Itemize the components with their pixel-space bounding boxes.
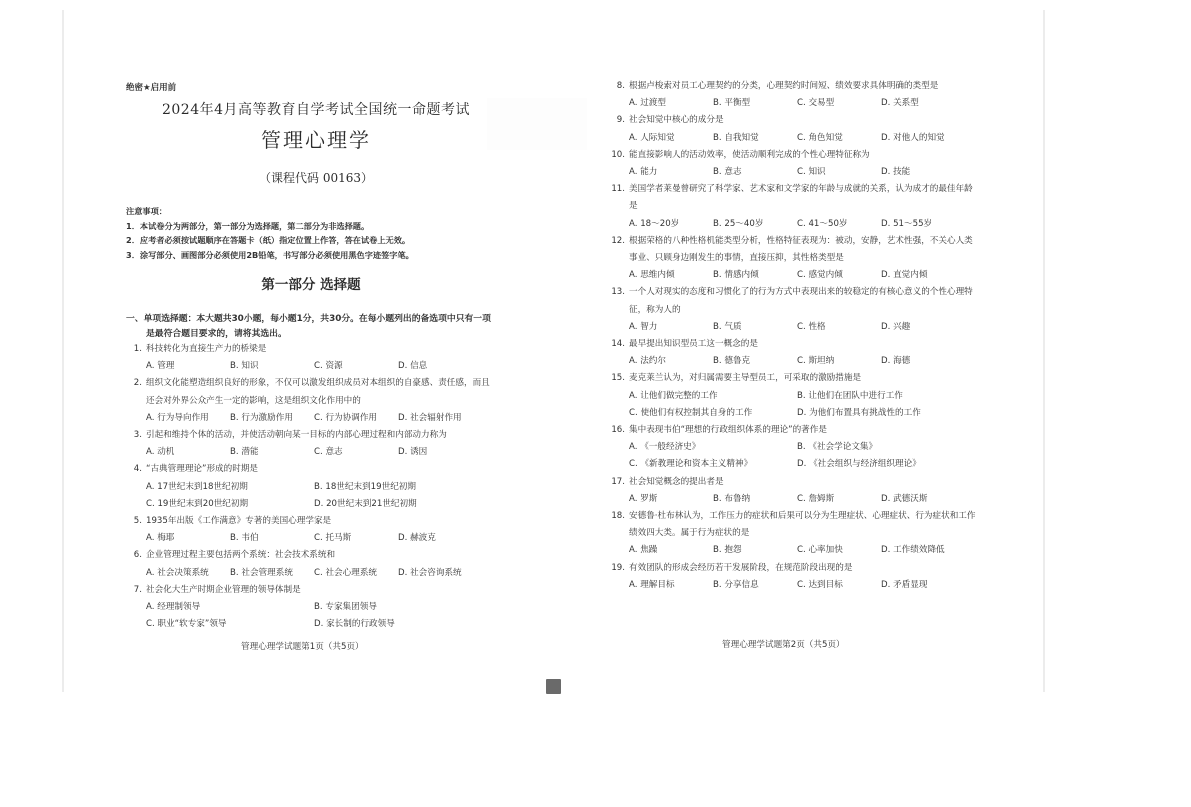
question-5	[126, 513, 496, 547]
option: C. 角色知觉	[797, 132, 843, 143]
question-number: 19.	[611, 562, 625, 573]
option: C. 资源	[314, 361, 343, 372]
question-text: 社会化大生产时期企业管理的领导体制是	[146, 584, 301, 595]
option: D. 诱因	[398, 447, 428, 458]
option: C. 斯坦纳	[797, 356, 835, 367]
question-text: 社会知觉概念的提出者是	[629, 476, 724, 487]
question-number: 3.	[133, 430, 142, 441]
option: A. 思维内倾	[629, 270, 675, 281]
notes-section	[126, 204, 496, 262]
option: D. 51～55岁	[881, 218, 933, 229]
question-text: 最早提出知识型员工这一概念的是	[629, 339, 758, 350]
question-list-page-1	[126, 312, 496, 633]
question-number: 12.	[611, 235, 625, 246]
course-code: （课程代码 00163）	[259, 171, 373, 185]
question-2	[126, 375, 496, 427]
option: D. 直觉内倾	[881, 270, 928, 281]
question-8	[609, 78, 979, 112]
option: B. 《社会学论文集》	[797, 442, 878, 453]
question-11	[609, 181, 979, 233]
question-text: 组织文化能塑造组织良好的形象，不仅可以激发组织成员对本组织的自豪感、责任感，而且还会对外界公众产生一定的影响，这是组织文化作用中的	[146, 378, 490, 406]
question-number: 14.	[611, 339, 625, 350]
option: C. 交易型	[797, 98, 835, 109]
option: D. 家长制的行政领导	[314, 619, 395, 630]
question-number: 8.	[616, 81, 625, 91]
option: B. 平衡型	[713, 98, 751, 109]
question-number: 10.	[611, 149, 625, 160]
question-text: 集中表现韦伯“理想的行政组织体系的理论”的著作是	[629, 425, 827, 436]
option: C. 知识	[797, 167, 826, 178]
question-17	[609, 474, 979, 508]
option: C. 社会心理系统	[314, 567, 378, 578]
option: B. 意志	[713, 167, 742, 178]
scan-smudge	[487, 98, 587, 150]
question-7	[126, 582, 496, 634]
option: C. 行为协调作用	[314, 412, 378, 423]
question-text: 能直接影响人的活动效率，使活动顺利完成的个性心理特征称为	[629, 149, 870, 160]
question-18	[609, 508, 979, 560]
question-10	[609, 147, 979, 181]
option: D. 为他们布置具有挑战性的工作	[797, 407, 921, 418]
option: A. 焦躁	[629, 545, 658, 556]
question-number: 1.	[133, 344, 142, 354]
question-9	[609, 112, 979, 146]
question-number: 18.	[611, 511, 625, 522]
question-3	[126, 427, 496, 461]
option: B. 18世纪末到19世纪初期	[314, 481, 416, 492]
option: D. 矛盾显现	[881, 579, 928, 590]
notes-title: 注意事项：	[126, 206, 167, 216]
option: A. 社会决策系统	[146, 567, 209, 578]
subject-title: 管理心理学	[261, 128, 371, 152]
option: D. 社会辐射作用	[398, 412, 462, 423]
option: B. 分享信息	[713, 579, 759, 590]
option: D. 技能	[881, 167, 911, 178]
question-15	[609, 370, 979, 422]
option: A. 智力	[629, 321, 658, 332]
page-1-footer: 管理心理学试题第1页（共5页）	[241, 642, 364, 652]
question-text: 企业管理过程主要包括两个系统：社会技术系统和	[146, 550, 336, 561]
question-text: 根据卢梭索对员工心理契约的分类，心理契约时间短、绩效要求具体明确的类型是	[629, 81, 939, 91]
question-text: 科技转化为直接生产力的桥梁是	[146, 344, 267, 354]
option: B. 潜能	[230, 447, 259, 458]
question-number: 17.	[611, 476, 625, 487]
option: B. 专家集团领导	[314, 602, 377, 613]
option: D. 海德	[881, 356, 911, 367]
option: B. 情感内倾	[713, 270, 759, 281]
question-13	[609, 284, 979, 336]
question-number: 2.	[133, 378, 142, 389]
option: C. 41～50岁	[797, 218, 848, 229]
question-16	[609, 422, 979, 474]
option: A. 罗斯	[629, 493, 658, 504]
question-text: 一个人对现实的态度和习惯化了的行为方式中表现出来的较稳定的有核心意义的个性心理特征，称为人的	[629, 287, 973, 315]
note-item: 1．本试卷分为两部分，第一部分为选择题，第二部分为非选择题。	[126, 220, 370, 231]
option: A. 行为导向作用	[146, 412, 209, 423]
option: A. 经理制领导	[146, 602, 201, 613]
question-text: “古典管理理论”形成的时期是	[146, 464, 259, 475]
question-number: 9.	[616, 115, 625, 126]
option: A. 17世纪末到18世纪初期	[146, 481, 248, 492]
option: A. 法约尔	[629, 356, 666, 367]
option: D. 工作绩效降低	[881, 545, 945, 556]
option: B. 气质	[713, 321, 742, 332]
part-title: 第一部分 选择题	[261, 277, 361, 293]
question-text: 1935年出版《工作满意》专著的美国心理学家是	[146, 516, 332, 527]
question-12	[609, 233, 979, 285]
page-2-footer: 管理心理学试题第2页（共5页）	[722, 640, 845, 650]
option: A. 过渡型	[629, 98, 666, 109]
option: B. 抱怨	[713, 545, 742, 556]
option: D. 对他人的知觉	[881, 132, 945, 143]
question-number: 5.	[133, 516, 142, 527]
option: C. 19世纪末到20世纪初期	[146, 498, 249, 509]
question-text: 有效团队的形成会经历若干发展阶段，在规范阶段出现的是	[629, 562, 853, 573]
option: C. 达到目标	[797, 579, 843, 590]
question-14	[609, 336, 979, 370]
option: D. 赫波克	[398, 533, 436, 544]
option: B. 让他们在团队中进行工作	[797, 390, 903, 401]
option: D. 武德沃斯	[881, 493, 928, 504]
question-4	[126, 461, 496, 513]
option: D. 信息	[398, 361, 428, 372]
option: D. 兴趣	[881, 321, 911, 332]
option: B. 韦伯	[230, 533, 259, 544]
option: C. 托马斯	[314, 533, 352, 544]
option: C. 职业“软专家”领导	[146, 619, 227, 630]
question-6	[126, 547, 496, 581]
page-indicator-square[interactable]	[546, 679, 561, 694]
option: A. 管理	[146, 361, 175, 372]
option: B. 知识	[230, 361, 259, 372]
question-number: 13.	[611, 287, 625, 298]
note-item: 2．应考者必须按试题顺序在答题卡（纸）指定位置上作答，答在试卷上无效。	[126, 235, 411, 245]
option: A. 梅耶	[146, 533, 175, 544]
option: A. 动机	[146, 447, 175, 458]
option: D. 社会咨询系统	[398, 567, 462, 578]
option: C. 詹姆斯	[797, 493, 835, 504]
option: A. 18～20岁	[629, 218, 680, 229]
option: B. 25～40岁	[713, 218, 764, 229]
option: B. 德鲁克	[713, 356, 751, 367]
option: A. 《一般经济史》	[629, 442, 701, 453]
question-number: 4.	[133, 464, 142, 475]
page-1	[126, 80, 496, 640]
option: D. 20世纪末到21世纪初期	[314, 498, 417, 509]
question-text: 引起和维持个体的活动，并使活动朝向某一目标的内部心理过程和内部动力称为	[146, 430, 447, 441]
question-1	[126, 341, 496, 375]
option: C. 《新教理论和资本主义精神》	[629, 459, 753, 470]
question-text: 美国学者莱曼曾研究了科学家、艺术家和文学家的年龄与成就的关系，认为成才的最佳年龄是	[629, 184, 973, 212]
question-number: 15.	[611, 373, 625, 384]
option: A. 理解目标	[629, 579, 675, 590]
section-heading: 一、单项选择题：本大题共30小题，每小题1分，共30分。在每小题列出的备选项中只有一项是最符合题目要求的，请将其选出。	[126, 314, 491, 339]
question-text: 安德鲁·杜布林认为，工作压力的症状和后果可以分为生理症状、心理症状、行为症状和工作绩效四大类。属于行为症状的是	[629, 511, 976, 539]
page-edge-left	[62, 10, 64, 692]
question-number: 6.	[133, 550, 142, 561]
question-number: 16.	[611, 425, 625, 436]
option: B. 自我知觉	[713, 132, 759, 143]
exam-title: 2024年4月高等教育自学考试全国统一命题考试	[161, 102, 471, 118]
option: A. 人际知觉	[629, 132, 675, 143]
question-text: 根据荣格的八种性格机能类型分析，性格特征表现为：被动，安静，艺术性强，不关心人类事业、只顾身边刚发生的事情，直接压抑，其性格类型是	[629, 235, 973, 264]
option: A. 让他们做完整的工作	[629, 390, 718, 401]
note-item: 3．涂写部分、画图部分必须使用2B铅笔，书写部分必须使用黑色字迹签字笔。	[126, 249, 414, 260]
option: B. 行为激励作用	[230, 412, 293, 423]
option: C. 心率加快	[797, 545, 843, 556]
option: C. 感觉内倾	[797, 270, 843, 281]
option: A. 能力	[629, 167, 658, 178]
option: D. 关系型	[881, 98, 919, 109]
option: C. 性格	[797, 321, 826, 332]
page-2	[609, 78, 979, 594]
option: B. 布鲁纳	[713, 493, 751, 504]
option: D. 《社会组织与经济组织理论》	[797, 459, 921, 470]
page-edge-right	[1043, 10, 1045, 692]
option: B. 社会管理系统	[230, 567, 293, 578]
question-19	[609, 560, 979, 594]
question-number: 11.	[611, 184, 625, 195]
confidential-label: 绝密★启用前	[126, 83, 177, 93]
question-number: 7.	[133, 584, 142, 595]
option: C. 使他们有权控制其自身的工作	[629, 407, 753, 418]
question-text: 社会知觉中核心的成分是	[629, 115, 724, 126]
option: C. 意志	[314, 447, 343, 458]
question-text: 麦克莱兰认为，对归属需要主导型员工，可采取的激励措施是	[629, 373, 862, 384]
